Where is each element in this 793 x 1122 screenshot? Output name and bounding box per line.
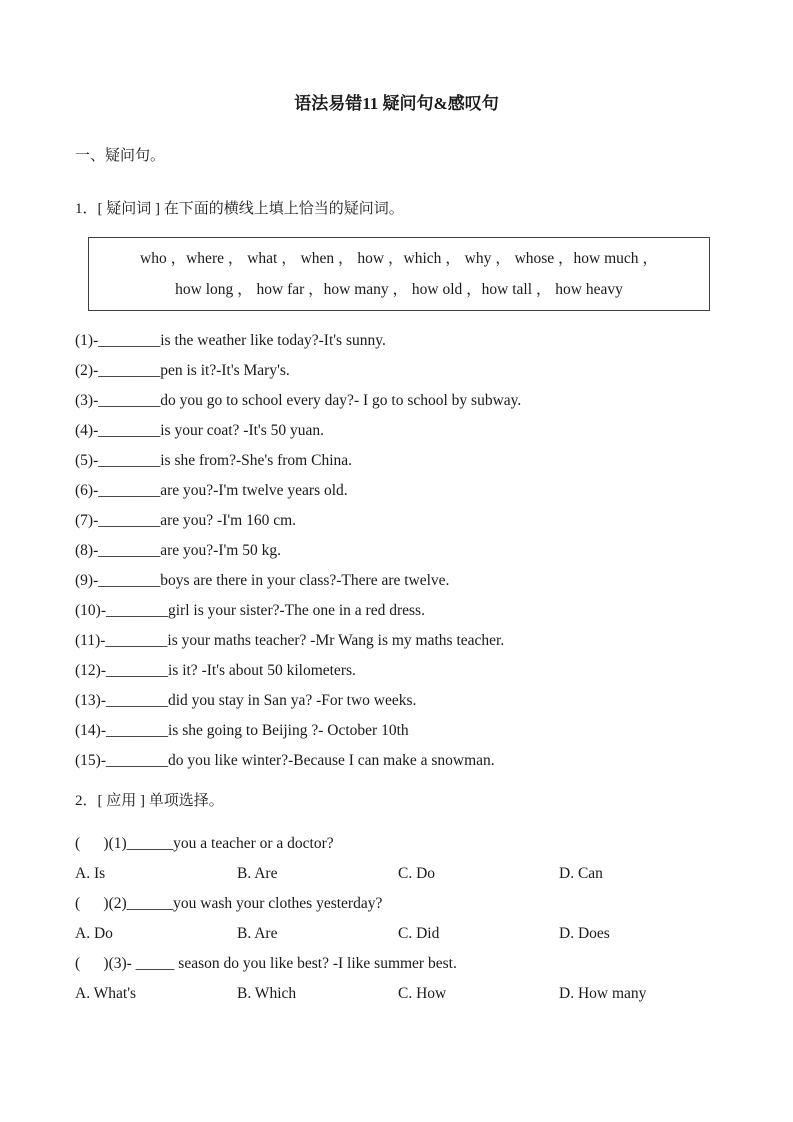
- mcq-options-2: [75, 919, 793, 949]
- word-bank-box: [88, 237, 710, 311]
- fill-blank-item-3: (3)-________do you go to school every day?- I go to school by subway.: [75, 392, 522, 409]
- mcq-options-3: [75, 979, 793, 1009]
- mcq-option-1d: D. Can: [559, 865, 603, 882]
- mcq-question-3: ( )(3)- _____ season do you like best? -I like summer best.: [75, 955, 457, 972]
- mcq-option-1b: B. Are: [237, 865, 278, 882]
- fill-blank-item-10: (10)-________girl is your sister?-The one in a red dress.: [75, 602, 425, 619]
- multiple-choice-list: [75, 829, 793, 1009]
- exercise-1-instruction: 1．[ 疑问词 ] 在下面的横线上填上恰当的疑问词。: [75, 201, 404, 217]
- fill-blank-item-6: (6)-________are you?-I'm twelve years old.: [75, 482, 348, 499]
- word-bank-line-2: how long ， how far ，how many ， how old ，how tall ， how heavy: [175, 281, 623, 298]
- word-bank-line-1: who ，where ， what ， when ， how ，which ， why ， whose ，how much ，: [140, 250, 658, 267]
- page-title: 语法易错11 疑问句&感叹句: [294, 94, 499, 113]
- fill-blank-item-11: (11)-________is your maths teacher? -Mr Wang is my maths teacher.: [75, 632, 505, 649]
- mcq-option-3c: C. How: [398, 985, 447, 1002]
- mcq-option-1a: A. Is: [75, 865, 106, 882]
- mcq-question-2: ( )(2)______you wash your clothes yesterday?: [75, 895, 383, 912]
- exercise-2-instruction: 2．[ 应用 ] 单项选择。: [75, 793, 224, 809]
- fill-blank-item-13: (13)-________did you stay in San ya? -For two weeks.: [75, 692, 417, 709]
- fill-blank-item-1: (1)-________is the weather like today?-It's sunny.: [75, 332, 386, 349]
- fill-blank-item-4: (4)-________is your coat? -It's 50 yuan.: [75, 422, 325, 439]
- fill-blank-list: [75, 326, 793, 776]
- fill-blank-item-2: (2)-________pen is it?-It's Mary's.: [75, 362, 290, 379]
- fill-blank-item-7: (7)-________are you? -I'm 160 cm.: [75, 512, 297, 529]
- fill-blank-item-9: (9)-________boys are there in your class?-There are twelve.: [75, 572, 450, 589]
- mcq-option-2d: D. Does: [559, 925, 610, 942]
- mcq-option-3b: B. Which: [237, 985, 297, 1002]
- mcq-options-1: [75, 859, 793, 889]
- fill-blank-item-14: (14)-________is she going to Beijing ?- October 10th: [75, 722, 409, 739]
- mcq-option-3d: D. How many: [559, 985, 647, 1002]
- fill-blank-item-12: (12)-________is it? -It's about 50 kilometers.: [75, 662, 356, 679]
- mcq-option-1c: C. Do: [398, 865, 436, 882]
- section-one-heading: 一、疑问句。: [75, 148, 166, 164]
- fill-blank-item-5: (5)-________is she from?-She's from China.: [75, 452, 353, 469]
- mcq-question-1: ( )(1)______you a teacher or a doctor?: [75, 835, 334, 852]
- mcq-option-2c: C. Did: [398, 925, 440, 942]
- fill-blank-item-8: (8)-________are you?-I'm 50 kg.: [75, 542, 281, 559]
- mcq-option-3a: A. What's: [75, 985, 137, 1002]
- fill-blank-item-15: (15)-________do you like winter?-Because I can make a snowman.: [75, 752, 495, 769]
- mcq-option-2b: B. Are: [237, 925, 278, 942]
- mcq-option-2a: A. Do: [75, 925, 113, 942]
